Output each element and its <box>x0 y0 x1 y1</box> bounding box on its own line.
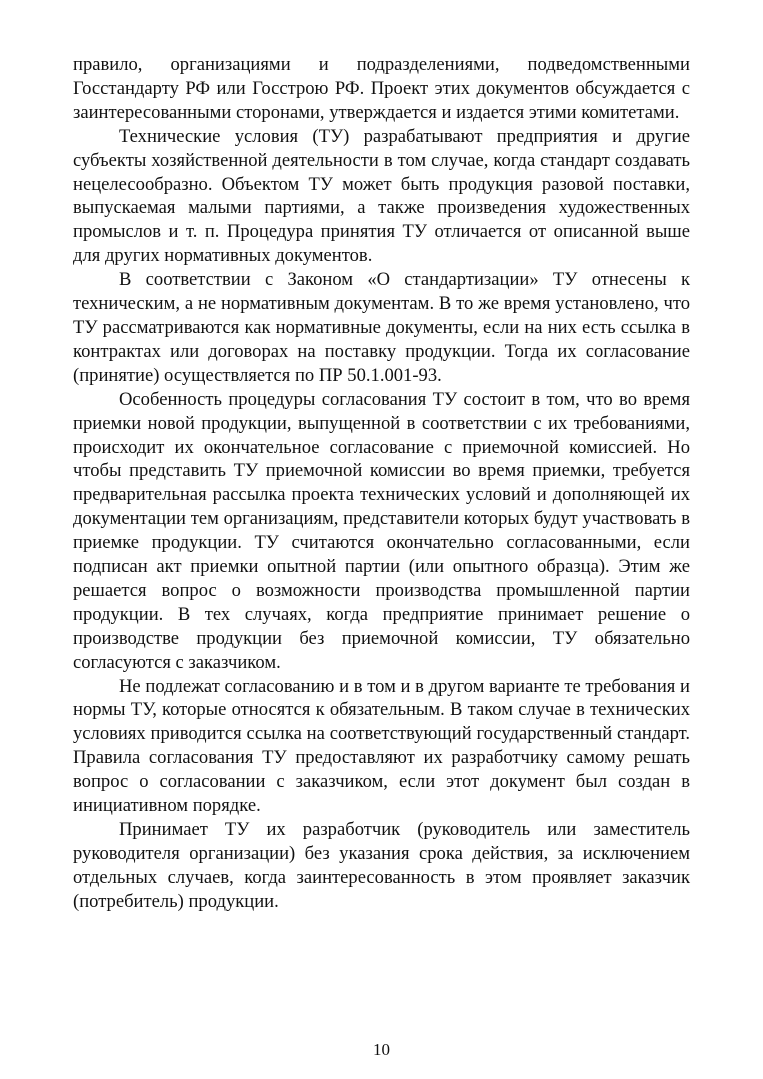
page-number: 10 <box>373 1040 390 1059</box>
paragraph-mandatory-requirements: Не подлежат согласованию и в том и в другом варианте те требования и нормы ТУ, которые относятся к обязательным. В таком случае в технических условиях приводится ссылка на соответствующий государственный стандарт. Правила согласования ТУ предоставляют их разработчику самому решать вопрос о согласовании с заказчиком, если этот документ был создан в инициативном порядке. <box>73 675 690 817</box>
page-body <box>73 53 690 914</box>
paragraph-approval-procedure: Особенность процедуры согласования ТУ состоит в том, что во время приемки новой продукции, выпущенной в соответствии с их требованиями, происходит их окончательное согласование с приемочной комиссией. Но чтобы представить ТУ приемочной комиссии во время приемки, требуется предварительная рассылка проекта технических условий и дополняющей их документации тем организациям, представители которых будут участвовать в приемке продукции. ТУ считаются окончательно согласованными, если подписан акт приемки опытной партии (или опытного образца). Этим же решается вопрос о возможности производства промышленной партии продукции. В тех случаях, когда предприятие принимает решение о производстве продукции без приемочной комиссии, ТУ обязательно согласуются с заказчиком. <box>73 388 690 673</box>
paragraph-continued: правило, организациями и подразделениями, подведомственными Госстандарту РФ или Госстрою РФ. Проект этих документов обсуждается с заинтересованными сторонами, утверждается и издается этими комитетами. <box>73 54 690 123</box>
paragraph-acceptance: Принимает ТУ их разработчик (руководитель или заместитель руководителя организации) без указания срока действия, за исключением отдельных случаев, когда заинтересованность в этом проявляет заказчик (потребитель) продукции. <box>73 819 690 912</box>
paragraph-technical-conditions: Технические условия (ТУ) разрабатывают предприятия и другие субъекты хозяйственной деятельности в том случае, когда стандарт создавать нецелесообразно. Объектом ТУ может быть продукция разовой поставки, выпускаемая малыми партиями, а также произведения художественных промыслов и т. п. Процедура принятия ТУ отличается от описанной выше для других нормативных документов. <box>73 125 690 267</box>
paragraph-law-on-standardization: В соответствии с Законом «О стандартизации» ТУ отнесены к техническим, а не нормативным документам. В то же время установлено, что ТУ рассматриваются как нормативные документы, если на них есть ссылка в контрактах или договорах на поставку продукции. Тогда их согласование (принятие) осуществляется по ПР 50.1.001-93. <box>73 269 690 386</box>
